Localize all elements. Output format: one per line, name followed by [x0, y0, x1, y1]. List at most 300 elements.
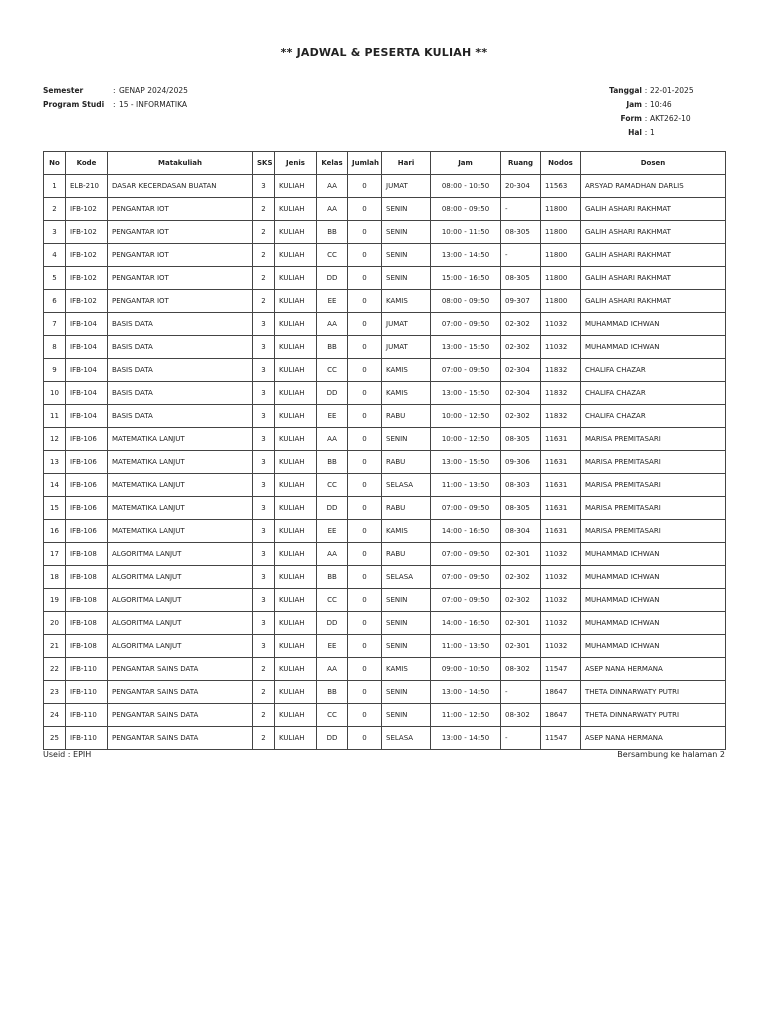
cell-dosen: CHALIFA CHAZAR — [581, 382, 726, 405]
cell-dosen: MUHAMMAD ICHWAN — [581, 566, 726, 589]
header-kelas: Kelas — [317, 152, 348, 175]
cell-kelas: CC — [317, 244, 348, 267]
cell-matakuliah: PENGANTAR IOT — [108, 198, 253, 221]
cell-kelas: EE — [317, 520, 348, 543]
cell-kode: IFB-108 — [66, 566, 108, 589]
table-row — [44, 428, 726, 451]
cell-no: 25 — [44, 727, 66, 750]
cell-matakuliah: MATEMATIKA LANJUT — [108, 520, 253, 543]
cell-jam: 07:00 - 09:50 — [431, 566, 501, 589]
cell-matakuliah: MATEMATIKA LANJUT — [108, 474, 253, 497]
cell-nodos: 11547 — [541, 727, 581, 750]
cell-hari: RABU — [382, 497, 431, 520]
table-row — [44, 658, 726, 681]
cell-dosen: ASEP NANA HERMANA — [581, 658, 726, 681]
table-row — [44, 313, 726, 336]
cell-ruang: - — [501, 727, 541, 750]
cell-dosen: MUHAMMAD ICHWAN — [581, 589, 726, 612]
cell-no: 19 — [44, 589, 66, 612]
cell-ruang: 02-302 — [501, 336, 541, 359]
cell-kode: IFB-104 — [66, 359, 108, 382]
cell-jumlah: 0 — [348, 635, 382, 658]
cell-jumlah: 0 — [348, 221, 382, 244]
cell-kelas: AA — [317, 198, 348, 221]
cell-kelas: DD — [317, 727, 348, 750]
cell-nodos: 11631 — [541, 497, 581, 520]
cell-kelas: CC — [317, 474, 348, 497]
cell-kode: IFB-102 — [66, 198, 108, 221]
cell-kode: IFB-108 — [66, 543, 108, 566]
cell-jumlah: 0 — [348, 405, 382, 428]
cell-jam: 14:00 - 16:50 — [431, 612, 501, 635]
cell-matakuliah: ALGORITMA LANJUT — [108, 635, 253, 658]
table-row — [44, 635, 726, 658]
cell-kode: IFB-104 — [66, 336, 108, 359]
cell-sks: 2 — [253, 658, 275, 681]
cell-jenis: KULIAH — [275, 175, 317, 198]
cell-jumlah: 0 — [348, 290, 382, 313]
cell-dosen: THETA DINNARWATY PUTRI — [581, 681, 726, 704]
table-row — [44, 704, 726, 727]
cell-no: 24 — [44, 704, 66, 727]
cell-hari: SELASA — [382, 474, 431, 497]
cell-jumlah: 0 — [348, 267, 382, 290]
cell-jumlah: 0 — [348, 244, 382, 267]
cell-sks: 3 — [253, 520, 275, 543]
cell-nodos: 11800 — [541, 244, 581, 267]
meta-value: 15 - INFORMATIKA — [119, 100, 187, 109]
cell-dosen: MARISA PREMITASARI — [581, 428, 726, 451]
cell-kode: IFB-104 — [66, 405, 108, 428]
footer-userid: Useid : EPIH — [43, 750, 92, 759]
cell-nodos: 11032 — [541, 313, 581, 336]
table-row — [44, 198, 726, 221]
cell-hari: SENIN — [382, 221, 431, 244]
cell-kode: IFB-108 — [66, 589, 108, 612]
meta-label: Form — [620, 114, 642, 123]
cell-jumlah: 0 — [348, 658, 382, 681]
footer-continued: Bersambung ke halaman 2 — [617, 750, 725, 759]
cell-jenis: KULIAH — [275, 704, 317, 727]
cell-ruang: - — [501, 244, 541, 267]
cell-jenis: KULIAH — [275, 336, 317, 359]
cell-ruang: 09-307 — [501, 290, 541, 313]
table-row — [44, 474, 726, 497]
cell-ruang: 08-304 — [501, 520, 541, 543]
cell-jumlah: 0 — [348, 474, 382, 497]
meta-hal — [580, 126, 694, 140]
cell-jumlah: 0 — [348, 589, 382, 612]
cell-kelas: EE — [317, 405, 348, 428]
cell-jam: 09:00 - 10:50 — [431, 658, 501, 681]
cell-kode: IFB-102 — [66, 267, 108, 290]
cell-nodos: 11032 — [541, 612, 581, 635]
cell-kode: IFB-106 — [66, 451, 108, 474]
cell-jenis: KULIAH — [275, 244, 317, 267]
cell-kelas: AA — [317, 313, 348, 336]
cell-ruang: 02-301 — [501, 635, 541, 658]
cell-kode: IFB-108 — [66, 635, 108, 658]
cell-hari: KAMIS — [382, 290, 431, 313]
cell-kelas: BB — [317, 221, 348, 244]
cell-ruang: 02-304 — [501, 382, 541, 405]
cell-kelas: AA — [317, 543, 348, 566]
header-no: No — [44, 152, 66, 175]
cell-hari: SENIN — [382, 198, 431, 221]
cell-kelas: CC — [317, 589, 348, 612]
cell-jam: 13:00 - 14:50 — [431, 681, 501, 704]
cell-sks: 3 — [253, 635, 275, 658]
cell-jenis: KULIAH — [275, 566, 317, 589]
cell-dosen: GALIH ASHARI RAKHMAT — [581, 198, 726, 221]
cell-dosen: CHALIFA CHAZAR — [581, 405, 726, 428]
cell-sks: 3 — [253, 566, 275, 589]
cell-ruang: 09-306 — [501, 451, 541, 474]
cell-hari: SENIN — [382, 612, 431, 635]
meta-value: 1 — [650, 128, 655, 137]
cell-ruang: - — [501, 198, 541, 221]
cell-ruang: 08-302 — [501, 658, 541, 681]
cell-no: 11 — [44, 405, 66, 428]
cell-sks: 3 — [253, 336, 275, 359]
cell-sks: 3 — [253, 451, 275, 474]
cell-jam: 14:00 - 16:50 — [431, 520, 501, 543]
cell-hari: SENIN — [382, 428, 431, 451]
cell-sks: 2 — [253, 221, 275, 244]
header-hari: Hari — [382, 152, 431, 175]
cell-kode: IFB-102 — [66, 221, 108, 244]
cell-nodos: 11800 — [541, 221, 581, 244]
cell-jam: 07:00 - 09:50 — [431, 313, 501, 336]
cell-jam: 10:00 - 12:50 — [431, 428, 501, 451]
cell-dosen: MUHAMMAD ICHWAN — [581, 313, 726, 336]
cell-kode: ELB-210 — [66, 175, 108, 198]
cell-jam: 13:00 - 14:50 — [431, 244, 501, 267]
cell-sks: 3 — [253, 428, 275, 451]
cell-matakuliah: PENGANTAR SAINS DATA — [108, 681, 253, 704]
cell-hari: RABU — [382, 543, 431, 566]
cell-jam: 13:00 - 15:50 — [431, 336, 501, 359]
meta-semester — [43, 84, 188, 98]
meta-right — [580, 84, 694, 140]
cell-kode: IFB-106 — [66, 428, 108, 451]
cell-jenis: KULIAH — [275, 727, 317, 750]
cell-jam: 07:00 - 09:50 — [431, 589, 501, 612]
cell-hari: SENIN — [382, 267, 431, 290]
cell-jumlah: 0 — [348, 451, 382, 474]
cell-dosen: MARISA PREMITASARI — [581, 520, 726, 543]
cell-no: 16 — [44, 520, 66, 543]
cell-jenis: KULIAH — [275, 658, 317, 681]
cell-dosen: GALIH ASHARI RAKHMAT — [581, 221, 726, 244]
meta-tanggal — [580, 84, 694, 98]
cell-matakuliah: ALGORITMA LANJUT — [108, 589, 253, 612]
cell-kelas: DD — [317, 612, 348, 635]
header-sks: SKS — [253, 152, 275, 175]
cell-no: 12 — [44, 428, 66, 451]
cell-sks: 2 — [253, 290, 275, 313]
cell-ruang: 08-305 — [501, 428, 541, 451]
cell-nodos: 11032 — [541, 566, 581, 589]
cell-matakuliah: PENGANTAR IOT — [108, 221, 253, 244]
cell-matakuliah: MATEMATIKA LANJUT — [108, 451, 253, 474]
cell-kelas: AA — [317, 428, 348, 451]
cell-dosen: ASEP NANA HERMANA — [581, 727, 726, 750]
cell-kode: IFB-110 — [66, 704, 108, 727]
schedule-table — [43, 151, 726, 750]
cell-jenis: KULIAH — [275, 474, 317, 497]
table-row — [44, 221, 726, 244]
cell-jam: 13:00 - 14:50 — [431, 727, 501, 750]
cell-no: 7 — [44, 313, 66, 336]
cell-nodos: 11032 — [541, 589, 581, 612]
cell-dosen: MARISA PREMITASARI — [581, 474, 726, 497]
cell-nodos: 11631 — [541, 451, 581, 474]
cell-jumlah: 0 — [348, 681, 382, 704]
cell-jam: 13:00 - 15:50 — [431, 451, 501, 474]
cell-matakuliah: PENGANTAR SAINS DATA — [108, 704, 253, 727]
cell-no: 2 — [44, 198, 66, 221]
cell-sks: 3 — [253, 359, 275, 382]
table-row — [44, 175, 726, 198]
cell-no: 21 — [44, 635, 66, 658]
cell-matakuliah: MATEMATIKA LANJUT — [108, 428, 253, 451]
cell-ruang: 08-305 — [501, 267, 541, 290]
cell-hari: SELASA — [382, 727, 431, 750]
cell-no: 9 — [44, 359, 66, 382]
cell-hari: KAMIS — [382, 382, 431, 405]
cell-no: 4 — [44, 244, 66, 267]
cell-jumlah: 0 — [348, 497, 382, 520]
cell-jumlah: 0 — [348, 566, 382, 589]
cell-sks: 2 — [253, 267, 275, 290]
cell-kelas: BB — [317, 336, 348, 359]
table-row — [44, 566, 726, 589]
table-row — [44, 681, 726, 704]
cell-jenis: KULIAH — [275, 520, 317, 543]
meta-colon: : — [113, 86, 116, 95]
cell-ruang: 02-302 — [501, 589, 541, 612]
table-row — [44, 543, 726, 566]
cell-matakuliah: DASAR KECERDASAN BUATAN — [108, 175, 253, 198]
meta-value: 10:46 — [650, 100, 672, 109]
cell-ruang: 02-302 — [501, 405, 541, 428]
meta-value: 22-01-2025 — [650, 86, 694, 95]
cell-jam: 11:00 - 12:50 — [431, 704, 501, 727]
cell-nodos: 11547 — [541, 658, 581, 681]
cell-no: 23 — [44, 681, 66, 704]
cell-ruang: 08-302 — [501, 704, 541, 727]
cell-matakuliah: BASIS DATA — [108, 336, 253, 359]
cell-kelas: CC — [317, 704, 348, 727]
cell-no: 13 — [44, 451, 66, 474]
cell-kode: IFB-102 — [66, 244, 108, 267]
cell-jumlah: 0 — [348, 336, 382, 359]
cell-hari: SELASA — [382, 566, 431, 589]
cell-dosen: CHALIFA CHAZAR — [581, 359, 726, 382]
cell-sks: 3 — [253, 612, 275, 635]
cell-hari: SENIN — [382, 589, 431, 612]
cell-jam: 07:00 - 09:50 — [431, 497, 501, 520]
cell-nodos: 11800 — [541, 290, 581, 313]
cell-hari: JUMAT — [382, 336, 431, 359]
cell-ruang: 20-304 — [501, 175, 541, 198]
cell-sks: 3 — [253, 543, 275, 566]
table-row — [44, 405, 726, 428]
cell-jumlah: 0 — [348, 543, 382, 566]
table-row — [44, 336, 726, 359]
cell-jam: 08:00 - 09:50 — [431, 198, 501, 221]
table-row — [44, 520, 726, 543]
cell-matakuliah: BASIS DATA — [108, 359, 253, 382]
meta-colon: : — [644, 100, 648, 109]
cell-hari: KAMIS — [382, 359, 431, 382]
cell-jumlah: 0 — [348, 313, 382, 336]
cell-jenis: KULIAH — [275, 313, 317, 336]
cell-no: 15 — [44, 497, 66, 520]
cell-hari: RABU — [382, 405, 431, 428]
cell-jam: 10:00 - 11:50 — [431, 221, 501, 244]
cell-jenis: KULIAH — [275, 382, 317, 405]
cell-jenis: KULIAH — [275, 451, 317, 474]
cell-dosen: MUHAMMAD ICHWAN — [581, 635, 726, 658]
cell-kode: IFB-110 — [66, 727, 108, 750]
cell-jumlah: 0 — [348, 198, 382, 221]
cell-nodos: 11832 — [541, 382, 581, 405]
cell-matakuliah: PENGANTAR SAINS DATA — [108, 727, 253, 750]
cell-ruang: 02-301 — [501, 612, 541, 635]
cell-kelas: DD — [317, 497, 348, 520]
cell-kelas: DD — [317, 267, 348, 290]
table-row — [44, 589, 726, 612]
header-kode: Kode — [66, 152, 108, 175]
cell-jenis: KULIAH — [275, 290, 317, 313]
cell-jenis: KULIAH — [275, 681, 317, 704]
cell-jam: 15:00 - 16:50 — [431, 267, 501, 290]
cell-hari: KAMIS — [382, 520, 431, 543]
cell-sks: 3 — [253, 382, 275, 405]
cell-dosen: MARISA PREMITASARI — [581, 497, 726, 520]
cell-jam: 13:00 - 15:50 — [431, 382, 501, 405]
cell-ruang: 02-302 — [501, 313, 541, 336]
cell-kelas: EE — [317, 290, 348, 313]
cell-jumlah: 0 — [348, 704, 382, 727]
cell-nodos: 11032 — [541, 336, 581, 359]
header-jenis: Jenis — [275, 152, 317, 175]
cell-jenis: KULIAH — [275, 589, 317, 612]
cell-hari: KAMIS — [382, 658, 431, 681]
cell-jenis: KULIAH — [275, 635, 317, 658]
cell-nodos: 11631 — [541, 428, 581, 451]
cell-jenis: KULIAH — [275, 198, 317, 221]
cell-matakuliah: MATEMATIKA LANJUT — [108, 497, 253, 520]
header-jam: Jam — [431, 152, 501, 175]
cell-dosen: GALIH ASHARI RAKHMAT — [581, 290, 726, 313]
cell-dosen: MUHAMMAD ICHWAN — [581, 336, 726, 359]
meta-form — [580, 112, 694, 126]
cell-sks: 3 — [253, 589, 275, 612]
cell-kode: IFB-106 — [66, 520, 108, 543]
header-matakuliah: Matakuliah — [108, 152, 253, 175]
meta-label: Semester — [43, 86, 84, 95]
cell-ruang: 02-301 — [501, 543, 541, 566]
meta-colon: : — [644, 86, 648, 95]
cell-kode: IFB-104 — [66, 313, 108, 336]
meta-label: Program Studi — [43, 100, 105, 109]
cell-sks: 3 — [253, 497, 275, 520]
cell-kode: IFB-108 — [66, 612, 108, 635]
cell-sks: 2 — [253, 704, 275, 727]
table-row — [44, 382, 726, 405]
header-nodos: Nodos — [541, 152, 581, 175]
header-dosen: Dosen — [581, 152, 726, 175]
cell-sks: 3 — [253, 313, 275, 336]
cell-sks: 3 — [253, 405, 275, 428]
cell-ruang: 08-303 — [501, 474, 541, 497]
header-ruang: Ruang — [501, 152, 541, 175]
cell-sks: 2 — [253, 681, 275, 704]
cell-no: 14 — [44, 474, 66, 497]
cell-nodos: 11563 — [541, 175, 581, 198]
cell-sks: 2 — [253, 244, 275, 267]
cell-no: 22 — [44, 658, 66, 681]
cell-hari: JUMAT — [382, 175, 431, 198]
cell-no: 10 — [44, 382, 66, 405]
cell-jenis: KULIAH — [275, 497, 317, 520]
table-row — [44, 267, 726, 290]
cell-kode: IFB-110 — [66, 658, 108, 681]
meta-label: Hal — [628, 128, 642, 137]
cell-sks: 3 — [253, 175, 275, 198]
cell-jumlah: 0 — [348, 612, 382, 635]
cell-dosen: MUHAMMAD ICHWAN — [581, 612, 726, 635]
cell-nodos: 11032 — [541, 635, 581, 658]
cell-dosen: GALIH ASHARI RAKHMAT — [581, 267, 726, 290]
cell-jumlah: 0 — [348, 727, 382, 750]
cell-matakuliah: ALGORITMA LANJUT — [108, 566, 253, 589]
cell-matakuliah: BASIS DATA — [108, 405, 253, 428]
cell-jumlah: 0 — [348, 382, 382, 405]
cell-kelas: AA — [317, 658, 348, 681]
cell-matakuliah: PENGANTAR IOT — [108, 244, 253, 267]
cell-jumlah: 0 — [348, 428, 382, 451]
cell-kelas: AA — [317, 175, 348, 198]
header-jumlah: Jumlah — [348, 152, 382, 175]
cell-ruang: 08-305 — [501, 221, 541, 244]
cell-nodos: 11631 — [541, 520, 581, 543]
cell-kode: IFB-102 — [66, 290, 108, 313]
meta-label: Tanggal — [609, 86, 642, 95]
table-row — [44, 244, 726, 267]
table-row — [44, 451, 726, 474]
cell-hari: SENIN — [382, 681, 431, 704]
cell-no: 3 — [44, 221, 66, 244]
page-title: ** JADWAL & PESERTA KULIAH ** — [280, 46, 488, 59]
cell-jam: 08:00 - 10:50 — [431, 175, 501, 198]
cell-kelas: BB — [317, 681, 348, 704]
cell-no: 1 — [44, 175, 66, 198]
cell-jam: 07:00 - 09:50 — [431, 359, 501, 382]
cell-matakuliah: BASIS DATA — [108, 382, 253, 405]
cell-nodos: 11832 — [541, 405, 581, 428]
cell-jenis: KULIAH — [275, 359, 317, 382]
cell-dosen: GALIH ASHARI RAKHMAT — [581, 244, 726, 267]
cell-ruang: 02-304 — [501, 359, 541, 382]
cell-ruang: 08-305 — [501, 497, 541, 520]
cell-kelas: BB — [317, 451, 348, 474]
cell-nodos: 18647 — [541, 704, 581, 727]
meta-colon: : — [113, 100, 116, 109]
